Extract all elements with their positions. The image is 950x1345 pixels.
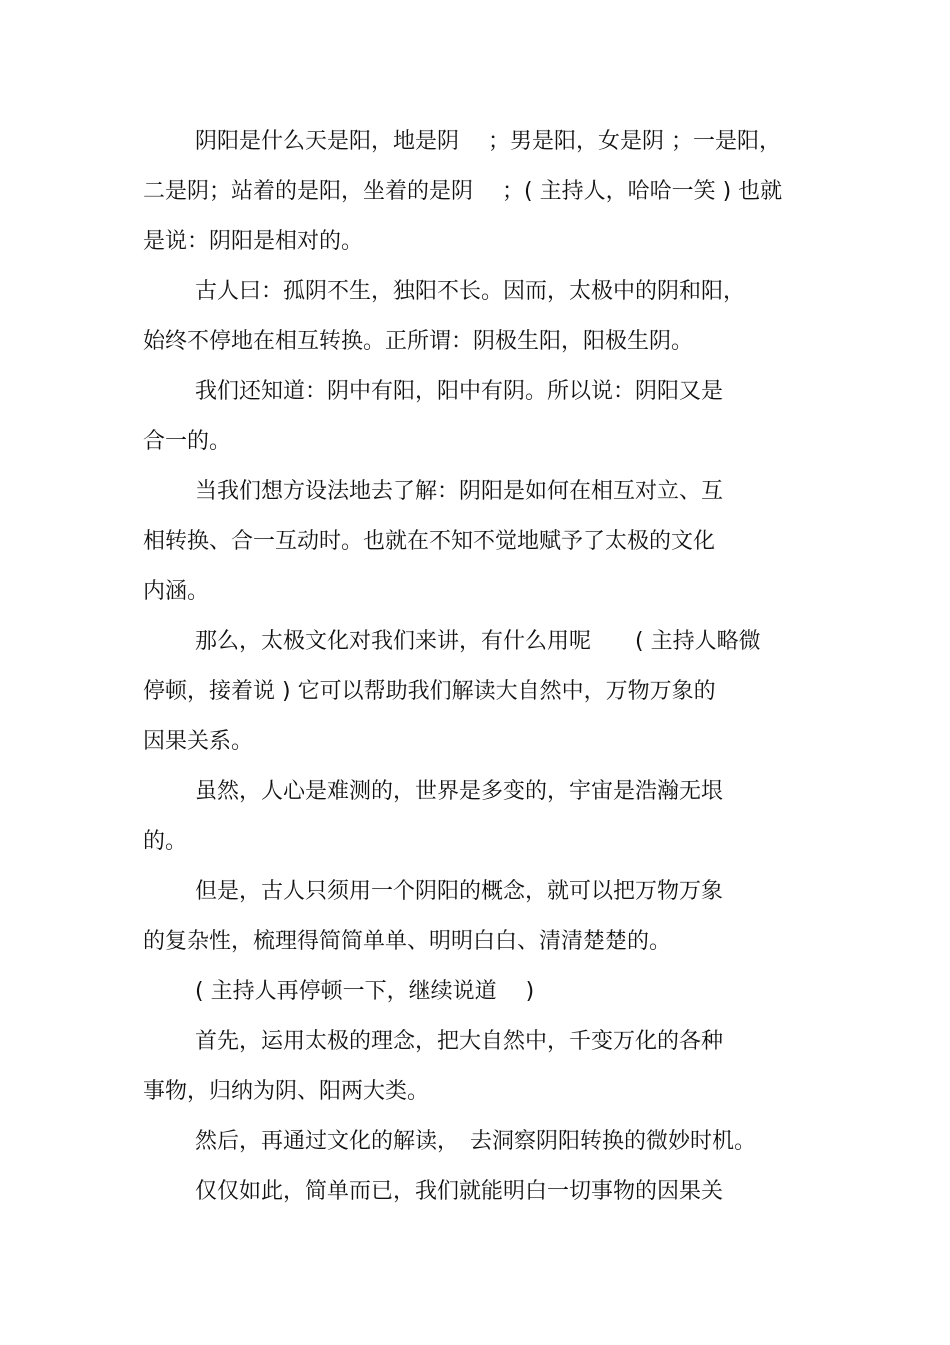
text-line: 虽然，人心是难测的，世界是多变的，宇宙是浩瀚无垠 <box>195 779 724 804</box>
text-line: 因果关系。 <box>143 729 254 754</box>
text-line: 始终不停地在相互转换。正所谓：阴极生阳，阳极生阴。 <box>143 329 694 354</box>
text-line: 阴阳是什么天是阳，地是阴 ；男是阳，女是阴 ；一是阳， <box>195 129 781 154</box>
text-line: 二是阴；站着的是阳，坐着的是阴 ；( 主持人，哈哈一笑 ) 也就 <box>143 179 783 204</box>
text-line: 的复杂性，梳理得简简单单、明明白白、清清楚楚的。 <box>143 929 672 954</box>
text-line: 的。 <box>143 829 188 854</box>
text-line: 首先，运用太极的理念，把大自然中，千变万化的各种 <box>195 1029 724 1054</box>
text-line: 但是，古人只须用一个阴阳的概念，就可以把万物万象 <box>195 879 724 904</box>
text-line: 仅仅如此，简单而已，我们就能明白一切事物的因果关 <box>195 1179 724 1204</box>
text-line: 然后，再通过文化的解读， 去洞察阴阳转换的微妙时机。 <box>195 1129 757 1154</box>
text-line: 内涵。 <box>143 579 210 604</box>
text-line: 当我们想方设法地去了解：阴阳是如何在相互对立、互 <box>195 479 724 504</box>
text-line: 古人曰：孤阴不生，独阳不长。因而，太极中的阴和阳， <box>195 279 746 304</box>
text-line: 那么，太极文化对我们来讲，有什么用呢 ( 主持人略微 <box>195 629 761 654</box>
text-line: 是说：阴阳是相对的。 <box>143 229 364 254</box>
text-line: 事物，归纳为阴、阳两大类。 <box>143 1079 430 1104</box>
text-line: 合一的。 <box>143 429 232 454</box>
text-line: 相转换、合一互动时。也就在不知不觉地赋予了太极的文化 <box>143 529 716 554</box>
text-line: 我们还知道：阴中有阳，阳中有阴。所以说：阴阳又是 <box>195 379 724 404</box>
text-line: 停顿，接着说 ) 它可以帮助我们解读大自然中，万物万象的 <box>143 679 716 704</box>
text-line: ( 主持人再停顿一下，继续说道 ) <box>195 979 535 1004</box>
